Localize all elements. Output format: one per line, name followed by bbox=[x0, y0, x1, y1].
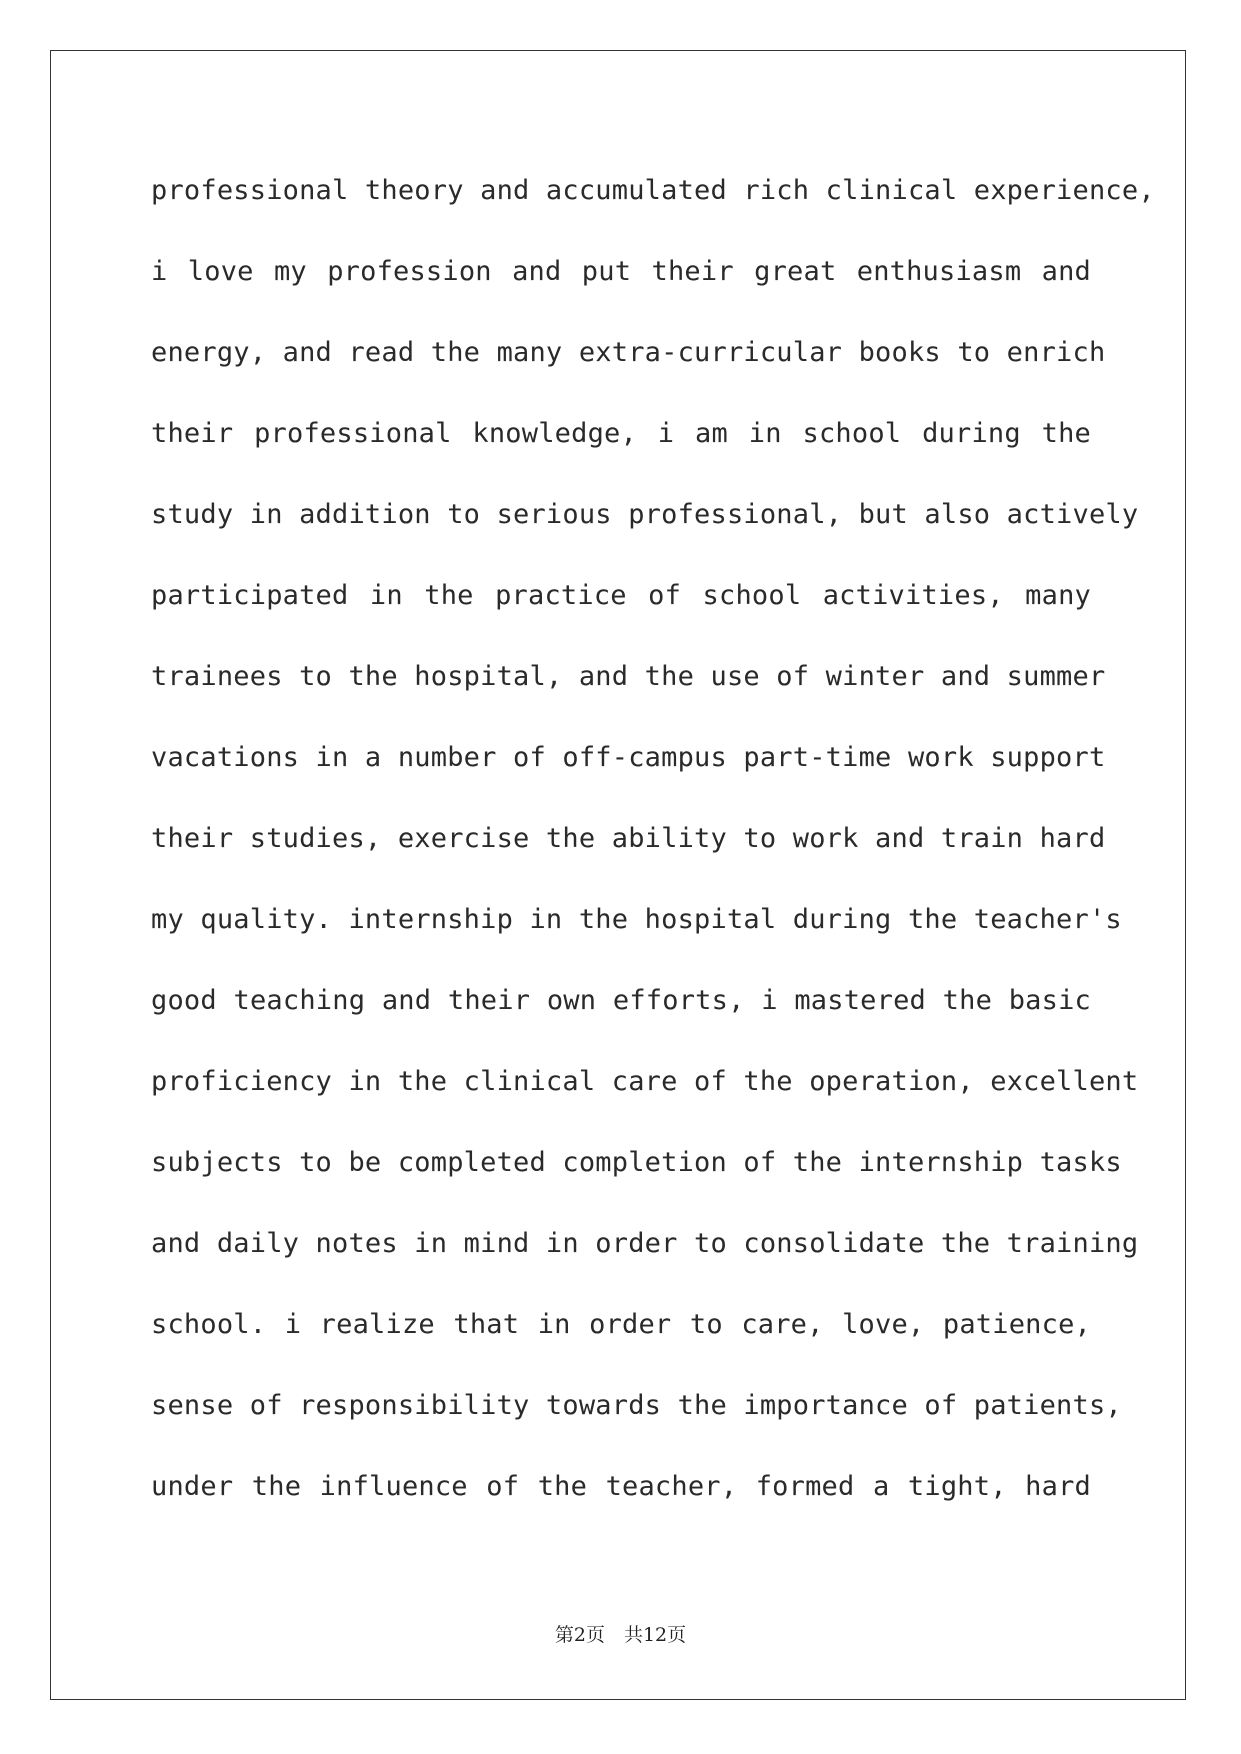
text-line-5: study in addition to serious professional, but also actively bbox=[151, 499, 1139, 530]
body-text bbox=[151, 160, 1155, 1537]
text-line-8: vacations in a number of off-campus part-time work support bbox=[151, 742, 1106, 773]
text-line-9: their studies, exercise the ability to work and train hard bbox=[151, 823, 1106, 854]
text-line-3: energy, and read the many extra-curricular books to enrich bbox=[151, 337, 1106, 368]
text-line-6: participated in the practice of school activities, many bbox=[151, 580, 1091, 611]
text-line-11: good teaching and their own efforts, i mastered the basic bbox=[151, 985, 1091, 1016]
text-line-1: professional theory and accumulated rich clinical experience, bbox=[151, 175, 1155, 206]
text-line-12: proficiency in the clinical care of the operation, excellent bbox=[151, 1066, 1139, 1097]
text-line-7: trainees to the hospital, and the use of winter and summer bbox=[151, 661, 1106, 692]
text-line-17: under the influence of the teacher, formed a tight, hard bbox=[151, 1471, 1091, 1502]
text-line-2: i love my profession and put their great enthusiasm and bbox=[151, 256, 1091, 287]
text-line-14: and daily notes in mind in order to consolidate the training bbox=[151, 1228, 1139, 1259]
text-line-4: their professional knowledge, i am in school during the bbox=[151, 418, 1091, 449]
text-line-10: my quality. internship in the hospital during the teacher's bbox=[151, 904, 1122, 935]
text-line-16: sense of responsibility towards the importance of patients, bbox=[151, 1390, 1122, 1421]
text-line-15: school. i realize that in order to care, love, patience, bbox=[151, 1309, 1091, 1340]
text-line-13: subjects to be completed completion of the internship tasks bbox=[151, 1147, 1122, 1178]
page-number-footer: 第2页 共12页 bbox=[554, 1624, 687, 1646]
